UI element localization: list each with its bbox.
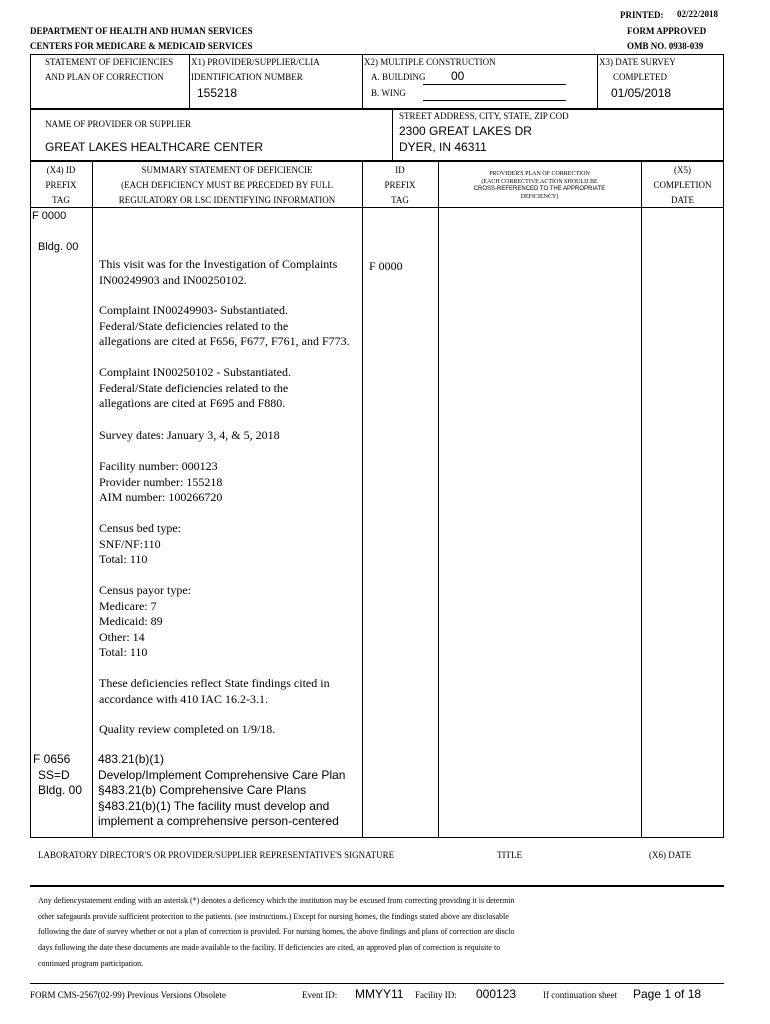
provider-id-label-1: X1) PROVIDER/SUPPLIER/CLIA bbox=[191, 57, 320, 67]
address-label: STREET ADDRESS, CITY, STATE, ZIP COD bbox=[399, 111, 569, 121]
event-id-value: MMYY11 bbox=[355, 987, 404, 1001]
correction-tag-f0000: F 0000 bbox=[369, 259, 403, 273]
footnote-line-5: continued program participation. bbox=[38, 959, 144, 968]
summary-header-2: (EACH DEFICIENCY MUST BE PRECEDED BY FULL bbox=[121, 180, 333, 190]
paragraph-census-payor: Census payor type: Medicare: 7 Medicaid: 89 Other: 14 Total: 110 bbox=[99, 583, 191, 660]
footnote-line-4: days following the date these documents are made available to the facility. If deficiencies are cited, an approved plan of correction is requisite to bbox=[38, 943, 501, 952]
date-survey-label-2: COMPLETED bbox=[613, 72, 667, 82]
paragraph-complaint-1: Complaint IN00249903- Substantiated. Federal/State deficiencies related to the allegations are cited at F656, F677, F761, and F773. bbox=[99, 303, 350, 349]
summary-header-3: REGULATORY OR LSC IDENTIFYING INFORMATION bbox=[118, 195, 336, 205]
facility-id-label: Facility ID: bbox=[415, 990, 457, 1000]
date-survey-label-1: X3) DATE SURVEY bbox=[599, 57, 676, 67]
title-label: TITLE bbox=[497, 850, 522, 860]
multiple-construction-label: X2) MULTIPLE CONSTRUCTION bbox=[364, 57, 496, 67]
x5-header-1: (X5) bbox=[674, 165, 691, 175]
plan-header-2: (EACH CORRECTIVE ACTION SHOULD BE bbox=[481, 179, 598, 185]
paragraph-complaint-2: Complaint IN00250102 - Substantiated. Federal/State deficiencies related to the allegations are cited at F695 and F880. bbox=[99, 365, 291, 411]
address-line-1: 2300 GREAT LAKES DR bbox=[399, 124, 532, 138]
provider-name-value: GREAT LAKES HEALTHCARE CENTER bbox=[45, 140, 264, 154]
address-line-2: DYER, IN 46311 bbox=[399, 140, 487, 154]
statement-label-1: STATEMENT OF DEFICIENCIES bbox=[45, 57, 174, 67]
paragraph-visit: This visit was for the Investigation of Complaints IN00249903 and IN00250102. bbox=[99, 257, 338, 287]
x5-header-3: DATE bbox=[671, 195, 694, 205]
provider-id-label-2: IDENTIFICATION NUMBER bbox=[191, 72, 303, 82]
prefix-tag-f0656: F 0656 SS=D Bldg. 00 bbox=[33, 752, 83, 798]
wing-label: B. WING bbox=[371, 88, 406, 98]
building-label: A. BUILDING bbox=[371, 72, 426, 82]
paragraph-quality-review: Quality review completed on 1/9/18. bbox=[99, 722, 276, 736]
continuation-label: If continuation sheet bbox=[543, 990, 617, 1000]
plan-header-4: DEFICIENCY) bbox=[520, 194, 559, 200]
id-header-2: PREFIX bbox=[384, 180, 416, 190]
prefix-tag-f0000: F 0000 bbox=[32, 210, 67, 222]
signature-label: LABORATORY DIRECTOR'S OR PROVIDER/SUPPLIER REPRESENTATIVE'S SIGNATURE bbox=[38, 850, 395, 860]
facility-id-value: 000123 bbox=[476, 987, 517, 1001]
footnote-line-1: Any defiencystatement ending with an asterisk (*) denotes a deficency which the institution may be excused from correcting providing it is determin bbox=[38, 896, 515, 905]
provider-name-label: NAME OF PROVIDER OR SUPPLIER bbox=[45, 119, 192, 129]
omb-number: OMB NO. 0938-039 bbox=[627, 41, 704, 51]
statement-label-2: AND PLAN OF CORRECTION bbox=[45, 72, 164, 82]
building-value: 00 bbox=[451, 69, 465, 83]
paragraph-census-bed: Census bed type: SNF/NF:110 Total: 110 bbox=[99, 521, 181, 567]
form-number: FORM CMS-2567(02-99) Previous Versions Obsolete bbox=[30, 990, 226, 1000]
id-header-1: ID bbox=[395, 165, 405, 175]
footnote-line-2: other safegaurds provide sufficient protection to the patients. (see instructions.) Except for nursing homes, the findings stated above are disclosable bbox=[38, 912, 509, 921]
paragraph-facility-numbers: Facility number: 000123 Provider number: 155218 AIM number: 100266720 bbox=[99, 459, 223, 505]
footnote-line-3: following the date of survey whether or not a plan of correction is provided. For nursing homes, the above findings and plans of correction are disclo bbox=[38, 927, 515, 936]
paragraph-care-plan: 483.21(b)(1) Develop/Implement Comprehensive Care Plan §483.21(b) Comprehensive Care Plans §483.21(b)(1) The facility must develop and implement a comprehensive person-centered bbox=[98, 752, 346, 829]
date-label: (X6) DATE bbox=[649, 850, 692, 860]
plan-header-3: CROSS-REFERENCED TO THE APPROPRIATE bbox=[473, 186, 606, 192]
paragraph-state-findings: These deficiencies reflect State findings cited in accordance with 410 IAC 16.2-3.1. bbox=[99, 676, 330, 706]
department-title: DEPARTMENT OF HEALTH AND HUMAN SERVICES bbox=[30, 26, 253, 36]
form-approved: FORM APPROVED bbox=[627, 26, 707, 36]
x5-header-2: COMPLETION bbox=[653, 180, 712, 190]
x4-header-2: PREFIX bbox=[45, 180, 77, 190]
date-survey-value: 01/05/2018 bbox=[611, 86, 672, 100]
printed-date: 02/22/2018 bbox=[677, 9, 719, 19]
event-id-label: Event ID: bbox=[302, 990, 338, 1000]
paragraph-survey-dates: Survey dates: January 3, 4, & 5, 2018 bbox=[99, 428, 280, 442]
page-number: Page 1 of 18 bbox=[633, 987, 702, 1001]
provider-id-value: 155218 bbox=[197, 86, 238, 100]
centers-title: CENTERS FOR MEDICARE & MEDICAID SERVICES bbox=[30, 41, 253, 51]
printed-label: PRINTED: bbox=[620, 10, 664, 20]
x4-header-1: (X4) ID bbox=[46, 165, 76, 175]
id-header-3: TAG bbox=[391, 195, 409, 205]
x4-header-3: TAG bbox=[52, 195, 70, 205]
summary-header-1: SUMMARY STATEMENT OF DEFICIENCIE bbox=[141, 165, 313, 175]
plan-header-1: PROVIDER'S PLAN OF CORRECTION bbox=[489, 171, 590, 177]
building-tag: Bldg. 00 bbox=[38, 241, 79, 253]
